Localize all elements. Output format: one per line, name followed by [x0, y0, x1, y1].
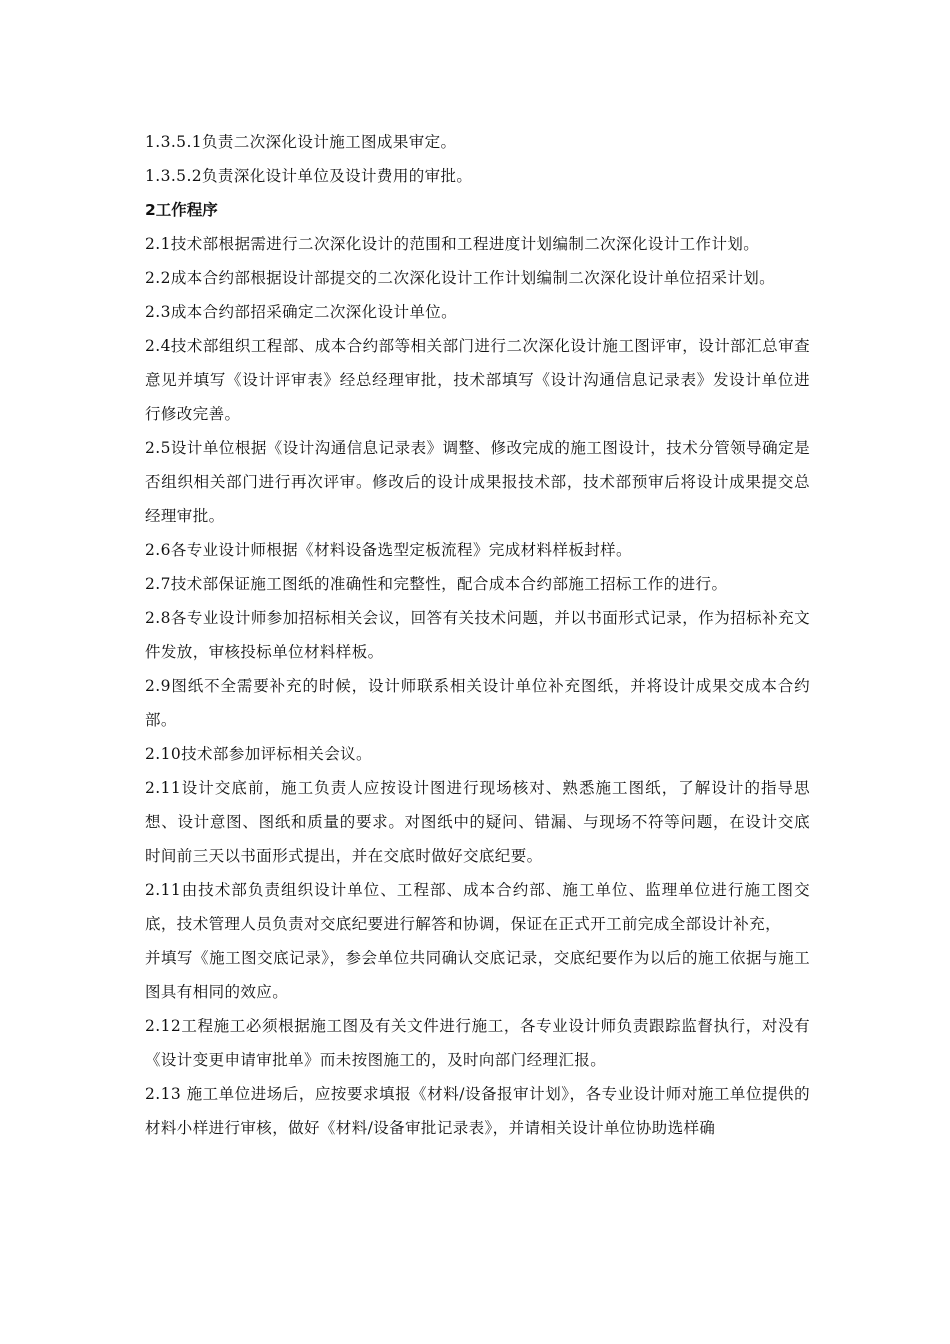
paragraph-2-5: 2.5设计单位根据《设计沟通信息记录表》调整、修改完成的施工图设计，技术分管领导确定是否组织相关部门进行再次评审。修改后的设计成果报技术部，技术部预审后将设计成果提交总经理审批。 — [145, 439, 810, 525]
paragraph-2-11-b-continued: 并填写《施工图交底记录》，参会单位共同确认交底记录，交底纪要作为以后的施工依据与施工图具有相同的效应。 — [145, 949, 810, 1001]
paragraph-2-2: 2.2成本合约部根据设计部提交的二次深化设计工作计划编制二次深化设计单位招采计划。 — [145, 269, 776, 287]
paragraph-2-11-a: 2.11设计交底前，施工负责人应按设计图进行现场核对、熟悉施工图纸，了解设计的指导思想、设计意图、图纸和质量的要求。对图纸中的疑问、错漏、与现场不符等问题，在设计交底时间前三天以书面形式提出，并在交底时做好交底纪要。 — [145, 779, 810, 865]
paragraph-2-1: 2.1技术部根据需进行二次深化设计的范围和工程进度计划编制二次深化设计工作计划。 — [145, 235, 760, 253]
paragraph-2-3: 2.3成本合约部招采确定二次深化设计单位。 — [145, 303, 458, 321]
paragraph-2-13: 2.13 施工单位进场后，应按要求填报《材料/设备报审计划》，各专业设计师对施工单位提供的材料小样进行审核，做好《材料/设备审批记录表》，并请相关设计单位协助选样确 — [145, 1085, 810, 1137]
paragraph-2-11-b: 2.11由技术部负责组织设计单位、工程部、成本合约部、施工单位、监理单位进行施工图交底，技术管理人员负责对交底纪要进行解答和协调，保证在正式开工前完成全部设计补充， — [145, 881, 810, 933]
paragraph-2-9: 2.9图纸不全需要补充的时候，设计师联系相关设计单位补充图纸，并将设计成果交成本合约部。 — [145, 677, 810, 729]
paragraph-2-8: 2.8各专业设计师参加招标相关会议，回答有关技术问题，并以书面形式记录，作为招标补充文件发放，审核投标单位材料样板。 — [145, 609, 810, 661]
paragraph-2-10: 2.10技术部参加评标相关会议。 — [145, 745, 372, 763]
paragraph-1-3-5-2: 1.3.5.2负责深化设计单位及设计费用的审批。 — [145, 167, 473, 185]
document-body — [145, 125, 810, 1145]
paragraph-2-7: 2.7技术部保证施工图纸的准确性和完整性，配合成本合约部施工招标工作的进行。 — [145, 575, 728, 593]
paragraph-2-6: 2.6各专业设计师根据《材料设备选型定板流程》完成材料样板封样。 — [145, 541, 632, 559]
section-heading-work-procedure: 2工作程序 — [145, 201, 218, 219]
paragraph-1-3-5-1: 1.3.5.1负责二次深化设计施工图成果审定。 — [145, 133, 457, 151]
paragraph-2-12: 2.12工程施工必须根据施工图及有关文件进行施工，各专业设计师负责跟踪监督执行，对没有《设计变更申请审批单》而未按图施工的，及时向部门经理汇报。 — [145, 1017, 810, 1069]
paragraph-2-4: 2.4技术部组织工程部、成本合约部等相关部门进行二次深化设计施工图评审，设计部汇总审查意见并填写《设计评审表》经总经理审批，技术部填写《设计沟通信息记录表》发设计单位进行修改完善。 — [145, 337, 810, 423]
